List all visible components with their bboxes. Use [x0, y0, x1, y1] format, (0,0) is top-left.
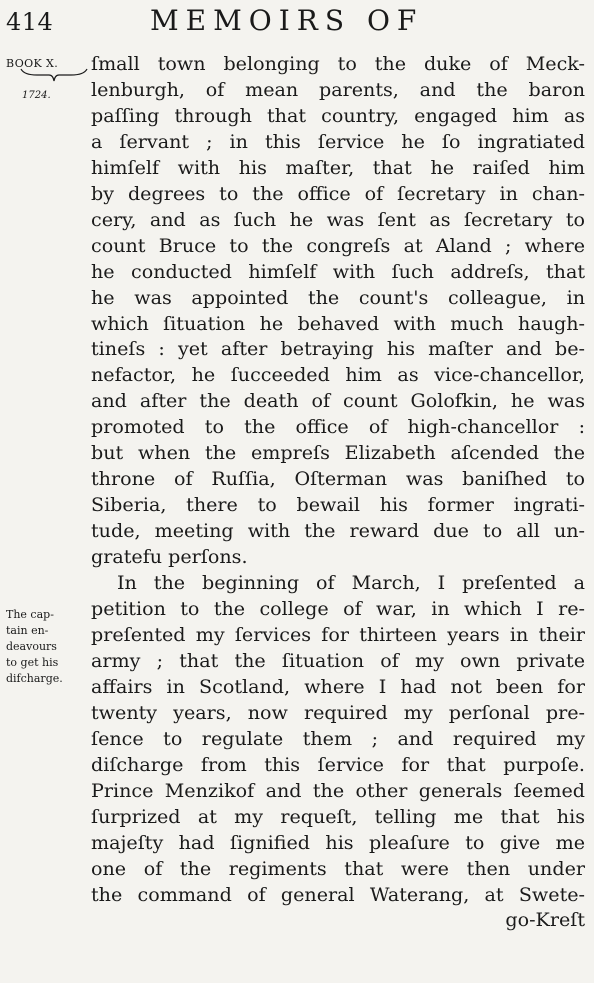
page-number: 414	[6, 8, 54, 36]
text-line: gratefu perſons.	[91, 545, 248, 569]
text-line: diſcharge from this ſervice for that purpoſe.	[91, 752, 585, 776]
text-line: which ſituation he behaved with much haugh-	[91, 311, 585, 335]
text-line: Siberia, there to bewail his former ingrati-	[91, 493, 585, 517]
text-line: majeſty had ſignified his pleaſure to give me	[91, 830, 585, 854]
side-note-line: difcharge.	[6, 672, 63, 685]
catchword: go-Kreſt	[505, 908, 585, 932]
text-line: paſſing through that country, engaged him as	[91, 103, 585, 127]
text-line: ſurprized at my requeſt, telling me that his	[91, 804, 585, 828]
text-line: he conducted himſelf with ſuch addreſs, that	[91, 259, 585, 283]
text-line: himſelf with his maſter, that he raiſed him	[91, 155, 585, 179]
text-line: by degrees to the office of ſecretary in chan-	[91, 181, 585, 205]
text-line: count Bruce to the congreſs at Aland ; where	[91, 233, 585, 257]
year-label: 1724.	[22, 90, 51, 101]
text-line: Prince Menzikof and the other generals ſeemed	[91, 778, 585, 802]
text-line: ſence to regulate them ; and required my	[91, 726, 585, 750]
body-text	[91, 51, 585, 933]
text-line: one of the regiments that were then under	[91, 856, 585, 880]
side-note-line: tain en-	[6, 624, 49, 637]
text-line: lenburgh, of mean parents, and the baron	[91, 77, 585, 101]
text-line: the command of general Waterang, at Swete-	[91, 882, 585, 906]
running-head: MEMOIRS OF	[150, 4, 424, 37]
text-line: affairs in Scotland, where I had not been for	[91, 674, 585, 698]
book-label: BOOK X.	[6, 57, 59, 70]
text-line: twenty years, now required my perſonal pre-	[91, 700, 585, 724]
brace-mark	[20, 67, 88, 83]
text-line: tude, meeting with the reward due to all un-	[91, 519, 585, 543]
text-line: tineſs : yet after betraying his maſter and be-	[91, 337, 585, 361]
text-line: petition to the college of war, in which I re-	[91, 597, 585, 621]
text-line: ſmall town belonging to the duke of Meck-	[91, 52, 585, 75]
text-line: but when the empreſs Elizabeth aſcended the	[91, 441, 585, 465]
text-line: a ſervant ; in this ſervice he ſo ingratiated	[91, 129, 585, 153]
text-line: In the beginning of March, I preſented a	[117, 571, 585, 595]
text-line: army ; that the ſituation of my own private	[91, 648, 585, 672]
text-line: he was appointed the count's colleague, in	[91, 285, 585, 309]
text-line: cery, and as ſuch he was ſent as ſecretary to	[91, 207, 585, 231]
text-line: and after the death of count Golofkin, he was	[91, 389, 585, 413]
text-line: nefactor, he ſucceeded him as vice-chancellor,	[91, 363, 585, 387]
side-note	[6, 607, 88, 687]
side-note-line: deavours	[6, 640, 57, 653]
side-note-line: The cap-	[6, 608, 54, 621]
text-line: throne of Ruſſia, Oſterman was baniſhed to	[91, 467, 585, 491]
side-note-line: to get his	[6, 656, 59, 669]
text-line: promoted to the office of high-chancellor :	[91, 415, 585, 439]
text-line: preſented my ſervices for thirteen years in their	[91, 622, 585, 646]
